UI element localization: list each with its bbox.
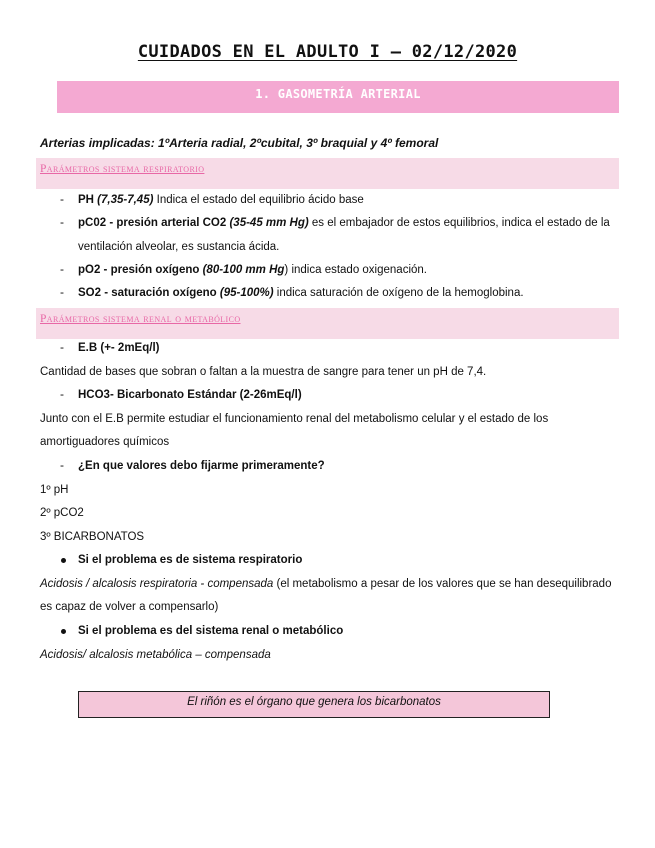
eb-text: Cantidad de bases que sobran o faltan a la muestra de sangre para tener un pH de 7,4. [40, 366, 487, 378]
dash-marker: - [60, 262, 64, 276]
resp-item-pco2-cont: ventilación alveolar, es sustancia ácida. [78, 241, 280, 253]
hco3-text-2: amortiguadores químicos [40, 436, 170, 448]
resp-item-po2: pO2 - presión oxígeno (80-100 mm Hg) indica estado oxigenación. [78, 264, 427, 276]
resp-item-pco2: pC02 - presión arterial CO2 (35-45 mm Hg) es el embajador de estos equilibrios, indica el estado de la [78, 217, 610, 229]
dash-marker: - [60, 215, 64, 229]
bullet-marker [61, 629, 66, 634]
resp-problem-item: Si el problema es de sistema respiratorio [78, 554, 303, 566]
page-title: CUIDADOS EN EL ADULTO I – 02/12/2020 [137, 42, 518, 62]
callout-box [78, 691, 550, 718]
dash-marker: - [60, 192, 64, 206]
dash-marker: - [60, 387, 64, 401]
resp-item-ph: PH (7,35-7,45) Indica el estado del equilibrio ácido base [78, 194, 364, 206]
resp-problem-text: Acidosis / alcalosis respiratoria - compensada (el metabolismo a pesar de los valores que se han desequilibrado [40, 578, 612, 590]
renal-params-header [36, 308, 619, 339]
order-item-2: 2º pCO2 [40, 507, 84, 519]
renal-params-header-text: Parámetros sistema renal o metabólico [40, 313, 241, 325]
resp-problem-text-cont: es capaz de volver a compensarlo) [40, 601, 219, 613]
hco3-item: HCO3- Bicarbonato Estándar (2-26mEq/l) [78, 389, 302, 401]
resp-params-header [36, 158, 619, 189]
resp-params-header-text: Parámetros sistema respiratorio [40, 163, 205, 175]
hco3-text-1: Junto con el E.B permite estudiar el funcionamiento renal del metabolismo celular y el estado de los [40, 413, 549, 425]
renal-problem-text: Acidosis/ alcalosis metabólica – compensada [40, 649, 271, 661]
question-item: ¿En que valores debo fijarme primeramente? [78, 460, 325, 472]
dash-marker: - [60, 458, 64, 472]
renal-problem-item: Si el problema es del sistema renal o metabólico [78, 625, 344, 637]
dash-marker: - [60, 340, 64, 354]
callout-text: El riñón es el órgano que genera los bicarbonatos [187, 696, 441, 708]
section-title: 1. GASOMETRÍA ARTERIAL [255, 87, 421, 101]
order-item-1: 1º pH [40, 484, 69, 496]
arterias-line: Arterias implicadas: 1ºArteria radial, 2ºcubital, 3º braquial y 4º femoral [40, 136, 439, 150]
dash-marker: - [60, 285, 64, 299]
section-banner [57, 81, 619, 113]
eb-item: E.B (+- 2mEq/l) [78, 342, 160, 354]
order-item-3: 3º BICARBONATOS [40, 531, 145, 543]
resp-item-so2: SO2 - saturación oxígeno (95-100%) indica saturación de oxígeno de la hemoglobina. [78, 287, 524, 299]
bullet-marker [61, 558, 66, 563]
